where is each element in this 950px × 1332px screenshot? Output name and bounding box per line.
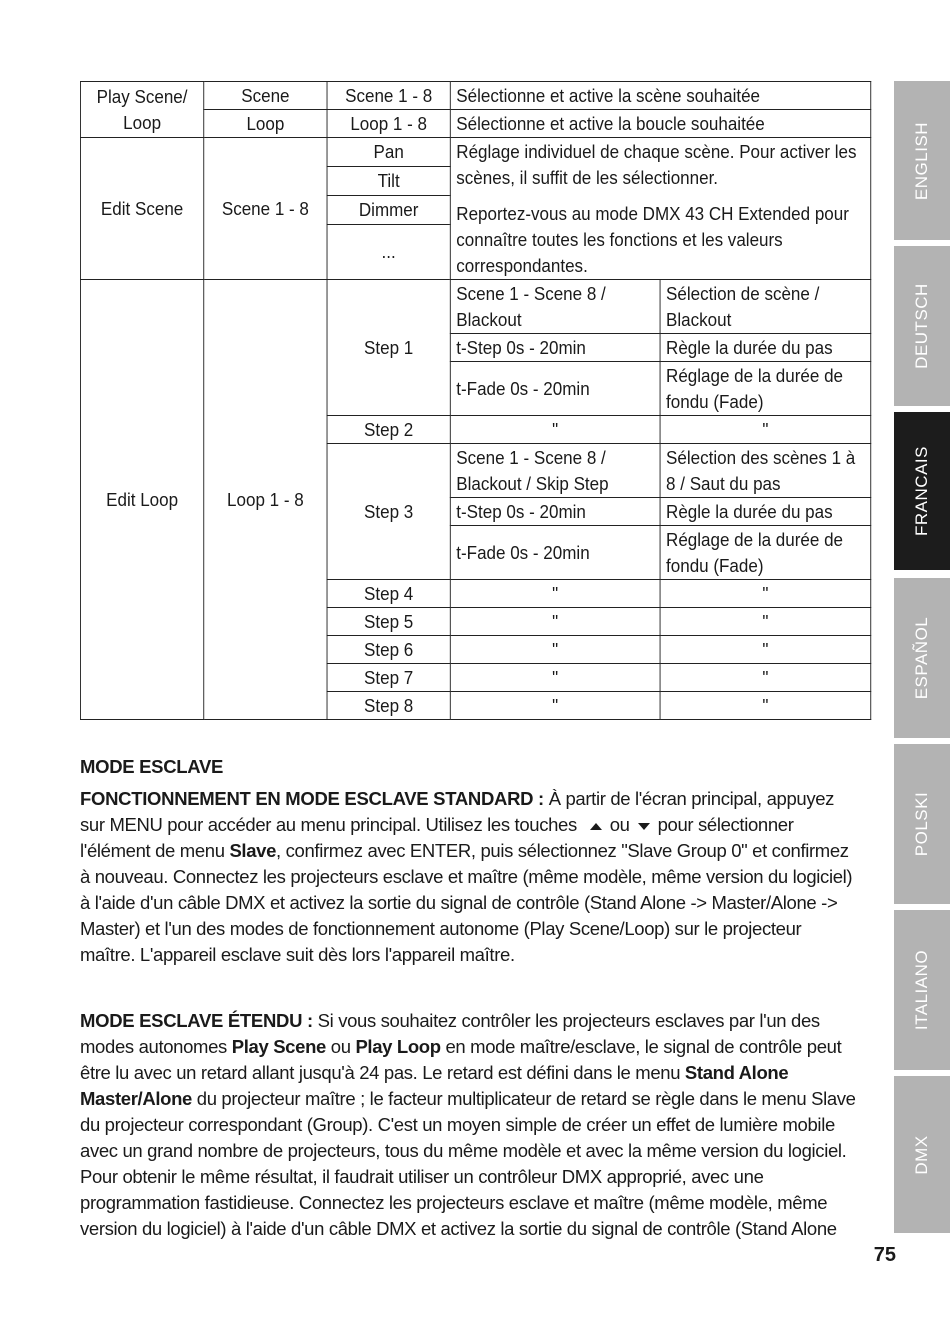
tab-espanol[interactable] — [894, 578, 950, 738]
step-8-setting: " — [450, 692, 660, 720]
tab-italiano[interactable] — [894, 910, 950, 1070]
mode-esclave-section — [80, 754, 860, 968]
param-pan-cell: Pan — [327, 138, 450, 167]
triangle-up-icon — [590, 823, 602, 830]
extended-slave-text-4: du projecteur maître ; le facteur multiplicateur de retard se règle dans le menu Slave du projecteur correspondant (Group). C'est un moyen simple de créer un effet de lumière mobile avec un grand nombre de projecteurs, tous du même modèle et avec la même version du logiciel. Pour obtenir le même résultat, il faudrait utiliser un contrôleur DMX approprié, avec une programmation fastidieuse. Connectez les projecteurs esclave et maître (même modèle, même version du logiciel) à l'aide d'un câble DMX et activez la sortie du signal de contrôle (Stand Alone — [80, 1088, 856, 1239]
extended-slave-section — [80, 1008, 860, 1242]
step-7-cell: Step 7 — [327, 664, 450, 692]
extended-slave-text-3: en mode maître/esclave, le signal de contrôle peut être lu avec un retard allant jusqu'à 24 pas. Le retard est défini dans le menu — [80, 1036, 842, 1083]
standard-slave-or: ou — [609, 814, 630, 835]
loop-range-cell: Loop 1 - 8 — [327, 110, 450, 138]
edit-loop-cell: Edit Loop — [80, 280, 203, 720]
step-3-desc-2: Règle la durée du pas — [660, 498, 871, 526]
standard-slave-bold-slave: Slave — [229, 840, 277, 861]
step-1-cell: Step 1 — [327, 280, 450, 416]
tab-deutsch[interactable] — [894, 246, 950, 406]
page-number: 75 — [873, 1244, 896, 1266]
tab-polski-label: POLSKI — [912, 791, 931, 857]
standard-slave-heading: FONCTIONNEMENT EN MODE ESCLAVE STANDARD : — [80, 788, 544, 809]
step-5-desc: " — [660, 608, 871, 636]
step-4-cell: Step 4 — [327, 580, 450, 608]
step-4-setting: " — [450, 580, 660, 608]
scene-desc-cell: Sélectionne et active la scène souhaitée — [450, 82, 870, 110]
step-4-desc: " — [660, 580, 871, 608]
tab-dmx[interactable] — [894, 1076, 950, 1233]
triangle-down-icon — [638, 823, 650, 830]
edit-scene-cell: Edit Scene — [80, 138, 203, 280]
edit-scene-desc-2: Reportez-vous au mode DMX 43 CH Extended pour connaître toutes les fonctions et les valeurs correspondantes. — [456, 203, 849, 276]
extended-bold-play-loop: Play Loop — [355, 1036, 441, 1057]
step-2-desc: " — [660, 416, 871, 444]
scene-range-cell: Scene 1 - 8 — [327, 82, 450, 110]
param-dimmer-cell: Dimmer — [327, 196, 450, 225]
step-5-cell: Step 5 — [327, 608, 450, 636]
step-7-desc: " — [660, 664, 871, 692]
menu-table — [80, 81, 871, 720]
step-1-desc-3: Réglage de la durée de fondu (Fade) — [660, 362, 871, 416]
tab-polski[interactable] — [894, 744, 950, 904]
scene-cell: Scene — [204, 82, 327, 110]
extended-slave-paragraph — [80, 1008, 860, 1242]
tab-dmx-label: DMX — [912, 1134, 931, 1175]
standard-slave-text-1: À partir de l'écran principal, appuyez sur MENU pour accéder au menu principal. Utilisez les touches — [80, 788, 835, 835]
extended-slave-text-1: Si vous souhaitez contrôler les projecteurs esclaves par l'un des modes autonomes — [80, 1010, 820, 1057]
loop-cell: Loop — [204, 110, 327, 138]
standard-slave-text-2: pour sélectionner l'élément de menu — [80, 814, 794, 861]
edit-loop-range-cell: Loop 1 - 8 — [204, 280, 327, 720]
edit-scene-range-cell: Scene 1 - 8 — [204, 138, 327, 280]
step-3-setting-3: t-Fade 0s - 20min — [450, 526, 660, 580]
param-tilt-cell: Tilt — [327, 167, 450, 196]
step-6-desc: " — [660, 636, 871, 664]
standard-slave-text-3: , confirmez avec ENTER, puis sélectionnez "Slave Group 0" et confirmez à nouveau. Connectez les projecteurs esclave et maître (même modèle, même version du logiciel) à l'aide d'un câble DMX et activez la sortie du signal de contrôle (Stand Alone -> Master/Alone -> Master) et l'un des modes de fonctionnement autonome (Play Scene/Loop) sur le projecteur maître. L'appareil esclave suit dès lors l'appareil maître. — [80, 840, 853, 965]
step-8-desc: " — [660, 692, 871, 720]
step-7-setting: " — [450, 664, 660, 692]
play-scene-loop-cell: Play Scene/ Loop — [80, 82, 203, 138]
extended-bold-stand-alone: Stand Alone Master/Alone — [80, 1062, 789, 1109]
tab-italiano-label: ITALIANO — [912, 949, 931, 1031]
step-2-setting: " — [450, 416, 660, 444]
edit-scene-desc-1: Réglage individuel de chaque scène. Pour activer les scènes, il suffit de les sélectionner. — [456, 141, 857, 188]
step-1-desc-1: Sélection de scène / Blackout — [660, 280, 871, 334]
step-1-setting-1: Scene 1 - Scene 8 / Blackout — [450, 280, 660, 334]
tab-english[interactable] — [894, 81, 950, 240]
step-3-desc-3: Réglage de la durée de fondu (Fade) — [660, 526, 871, 580]
step-3-setting-1: Scene 1 - Scene 8 / Blackout / Skip Step — [450, 444, 660, 498]
extended-bold-play-scene: Play Scene — [231, 1036, 326, 1057]
extended-slave-heading: MODE ESCLAVE ÉTENDU : — [80, 1010, 313, 1031]
step-8-cell: Step 8 — [327, 692, 450, 720]
step-3-desc-1: Sélection des scènes 1 à 8 / Saut du pas — [660, 444, 871, 498]
step-3-setting-2: t-Step 0s - 20min — [450, 498, 660, 526]
loop-desc-cell: Sélectionne et active la boucle souhaitée — [450, 110, 870, 138]
tab-english-label: ENGLISH — [912, 121, 931, 200]
step-6-setting: " — [450, 636, 660, 664]
step-1-setting-3: t-Fade 0s - 20min — [450, 362, 660, 416]
step-1-desc-2: Règle la durée du pas — [660, 334, 871, 362]
step-6-cell: Step 6 — [327, 636, 450, 664]
tab-francais-label: FRANCAIS — [912, 446, 931, 536]
mode-esclave-title: MODE ESCLAVE — [80, 756, 224, 777]
tab-deutsch-label: DEUTSCH — [912, 283, 931, 369]
edit-scene-desc-cell — [450, 138, 870, 280]
tab-espanol-label: ESPAÑOL — [912, 616, 931, 700]
param-more-cell: ... — [327, 225, 450, 280]
step-3-cell: Step 3 — [327, 444, 450, 580]
step-5-setting: " — [450, 608, 660, 636]
step-1-setting-2: t-Step 0s - 20min — [450, 334, 660, 362]
standard-slave-paragraph — [80, 786, 860, 968]
extended-slave-text-2: ou — [325, 1036, 356, 1057]
step-2-cell: Step 2 — [327, 416, 450, 444]
tab-francais[interactable] — [894, 412, 950, 570]
